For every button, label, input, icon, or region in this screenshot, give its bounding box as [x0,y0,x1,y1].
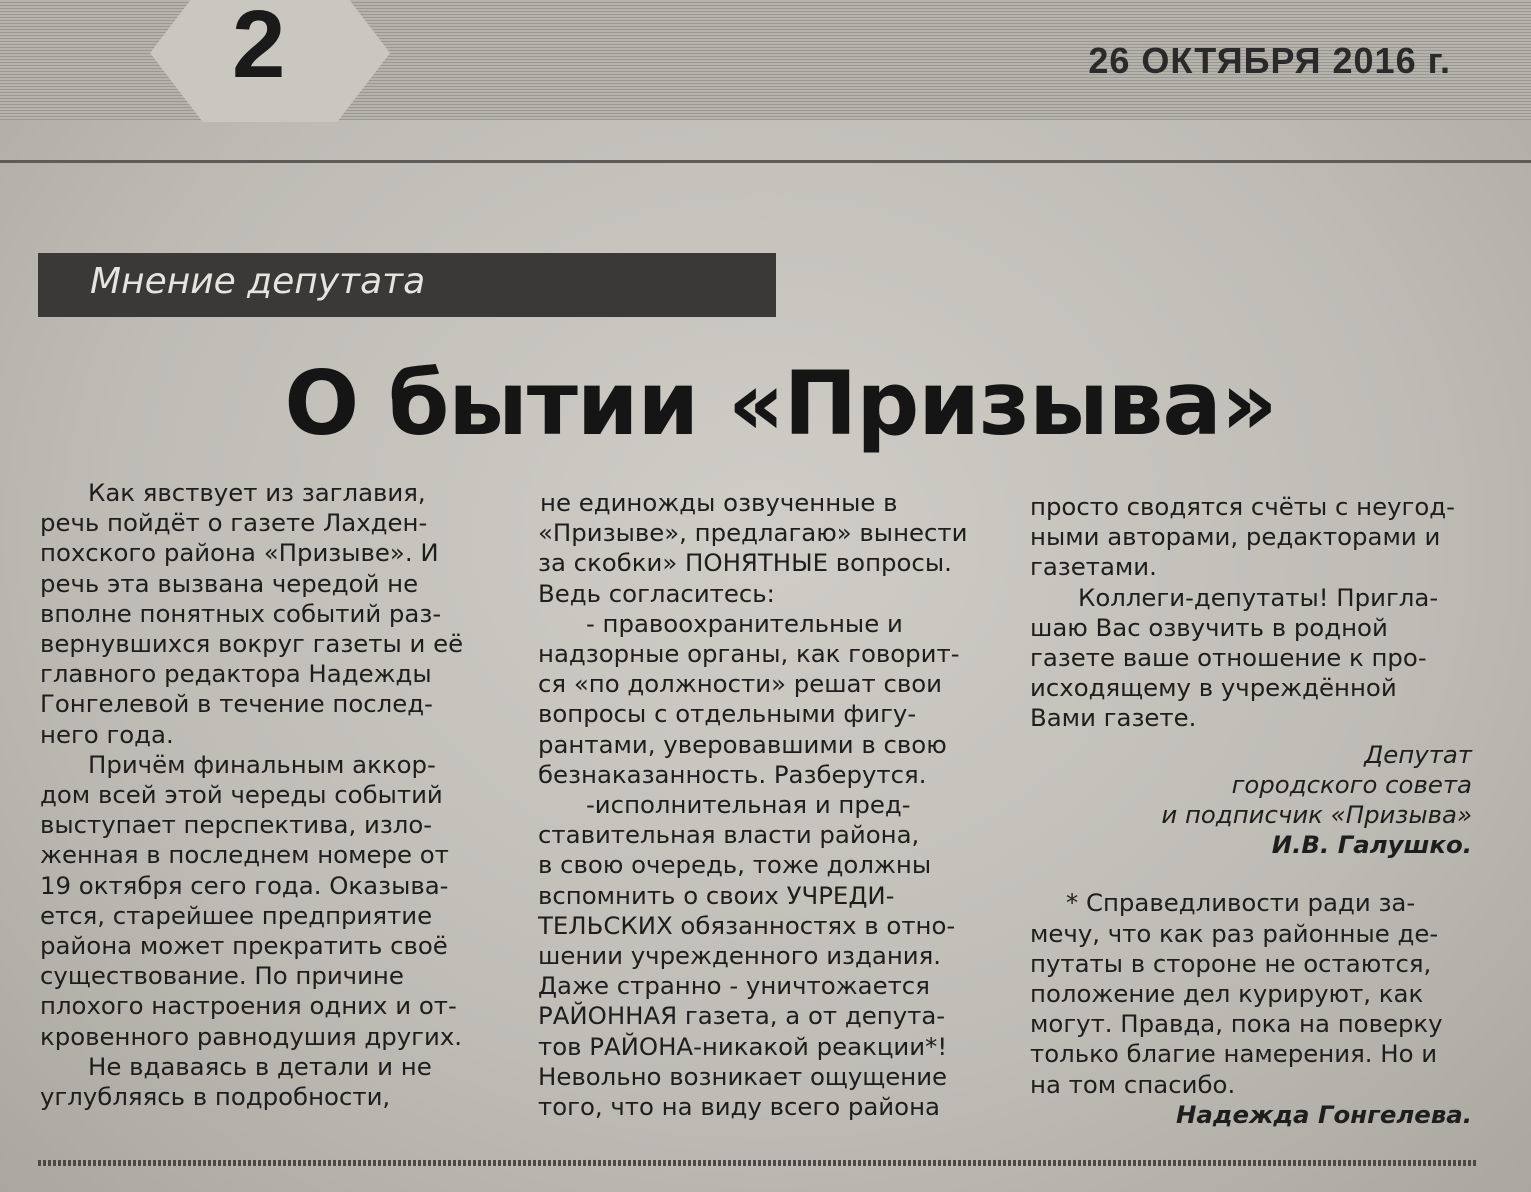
text-line: газетами. [1030,552,1157,582]
article-headline: О бытии «Призыва» [284,352,1277,455]
text-line: шении учрежденного издания. [538,941,942,971]
rubric-label: Мнение депутата [90,261,426,302]
text-line: газете ваше отношение к про- [1030,643,1427,673]
page-number: 2 [232,0,286,98]
text-line: вернувшихся вокруг газеты и её [40,629,464,659]
article-column-3 [1030,492,1472,1130]
text-line: вспомнить о своих УЧРЕДИ- [538,880,895,910]
text-line: Как явствует из заглавия, [88,478,426,507]
text-line: - правоохранительные и [586,608,903,638]
text-line: «Призыве», предлагаю» вынести [538,518,968,548]
text-line: Не вдаваясь в детали и не [88,1051,432,1081]
footnote-line: могут. Правда, пока на поверку [1030,1009,1443,1039]
text-line: вопросы с отдельными фигу- [538,699,917,729]
signature-line: городского совета [1231,769,1472,799]
text-line: похского района «Призыве». И [40,538,439,568]
text-line: Гонгелевой в течение послед- [40,689,433,719]
bottom-dotted-rule [38,1160,1478,1166]
footnote-line: только благие намерения. Но и [1030,1039,1438,1069]
text-line: Коллеги-депутаты! Пригла- [1078,582,1439,612]
text-line: выступает перспектива, изло- [40,810,433,840]
text-line: речь пойдёт о газете Лахден- [40,508,428,538]
header-rule [0,160,1531,163]
footnote-line: на том спасибо. [1030,1069,1236,1099]
signature-name: И.В. Галушко. [1271,830,1472,860]
text-line: кровенного равнодушия других. [40,1021,463,1051]
text-line: женная в последнем номере от [40,840,449,870]
article-column-1 [40,478,502,1112]
text-line: шаю Вас озвучить в родной [1030,612,1388,642]
text-line: РАЙОННАЯ газета, а от депута- [538,1001,946,1031]
text-line: исходящему в учреждённой [1030,673,1397,703]
text-line: того, что на виду всего района [538,1092,940,1122]
signature-line: Депутат [1364,739,1472,769]
text-line: углубляясь в подробности, [40,1082,391,1112]
text-line: существование. По причине [40,961,404,991]
text-line: ся «по должности» решат свои [538,669,943,699]
footnote [1030,888,1472,1130]
text-line: речь эта вызвана чередой не [40,568,419,598]
text-line: рантами, уверовавшими в свою [538,729,947,759]
text-line: 19 октября сего года. Оказыва- [40,870,449,900]
footnote-line: путаты в стороне не остаются, [1030,948,1432,978]
text-line: ТЕЛЬСКИХ обязанностях в отно- [538,910,956,940]
text-line: него года. [40,719,174,749]
article-column-2 [538,488,990,1122]
text-line: плохого настроения одних и от- [40,991,457,1021]
footnote-line: * Справедливости ради за- [1066,888,1416,918]
footnote-author: Надежда Гонгелева. [1175,1099,1472,1129]
text-line: тов РАЙОНА-никакой реакции*! [538,1031,948,1061]
footnote-line: мечу, что как раз районные де- [1030,918,1439,948]
text-line: в свою очередь, тоже должны [538,850,932,880]
text-line: Причём финальным аккор- [88,749,436,779]
text-line: не единожды озвученные в [540,488,898,517]
text-line: Даже странно - уничтожается [538,971,930,1001]
author-signature [1030,740,1472,861]
text-line: главного редактора Надежды [40,659,432,689]
footnote-line: положение дел курируют, как [1030,979,1424,1009]
text-line: Вами газете. [1030,703,1197,733]
text-line: района может прекратить своё [40,931,448,961]
text-line: безнаказанность. Разберутся. [538,759,927,789]
text-line: Ведь согласитесь: [538,578,775,608]
issue-date: 26 ОКТЯБРЯ 2016 г. [1088,40,1451,81]
text-line: ется, старейшее предприятие [40,900,433,930]
text-line: ставительная власти района, [538,820,920,850]
text-line: просто сводятся счёты с неугод- [1030,492,1455,521]
text-line: дом всей этой череды событий [40,780,443,810]
text-line: -исполнительная и пред- [586,790,911,820]
text-line: ными авторами, редакторами и [1030,522,1441,552]
text-line: вполне понятных событий раз- [40,598,442,628]
text-line: Невольно возникает ощущение [538,1061,948,1091]
text-line: за скобки» ПОНЯТНЫЕ вопросы. [538,548,952,578]
rubric-banner [38,253,776,317]
text-line: надзорные органы, как говорит- [538,639,960,669]
signature-line: и подписчик «Призыва» [1161,800,1472,830]
